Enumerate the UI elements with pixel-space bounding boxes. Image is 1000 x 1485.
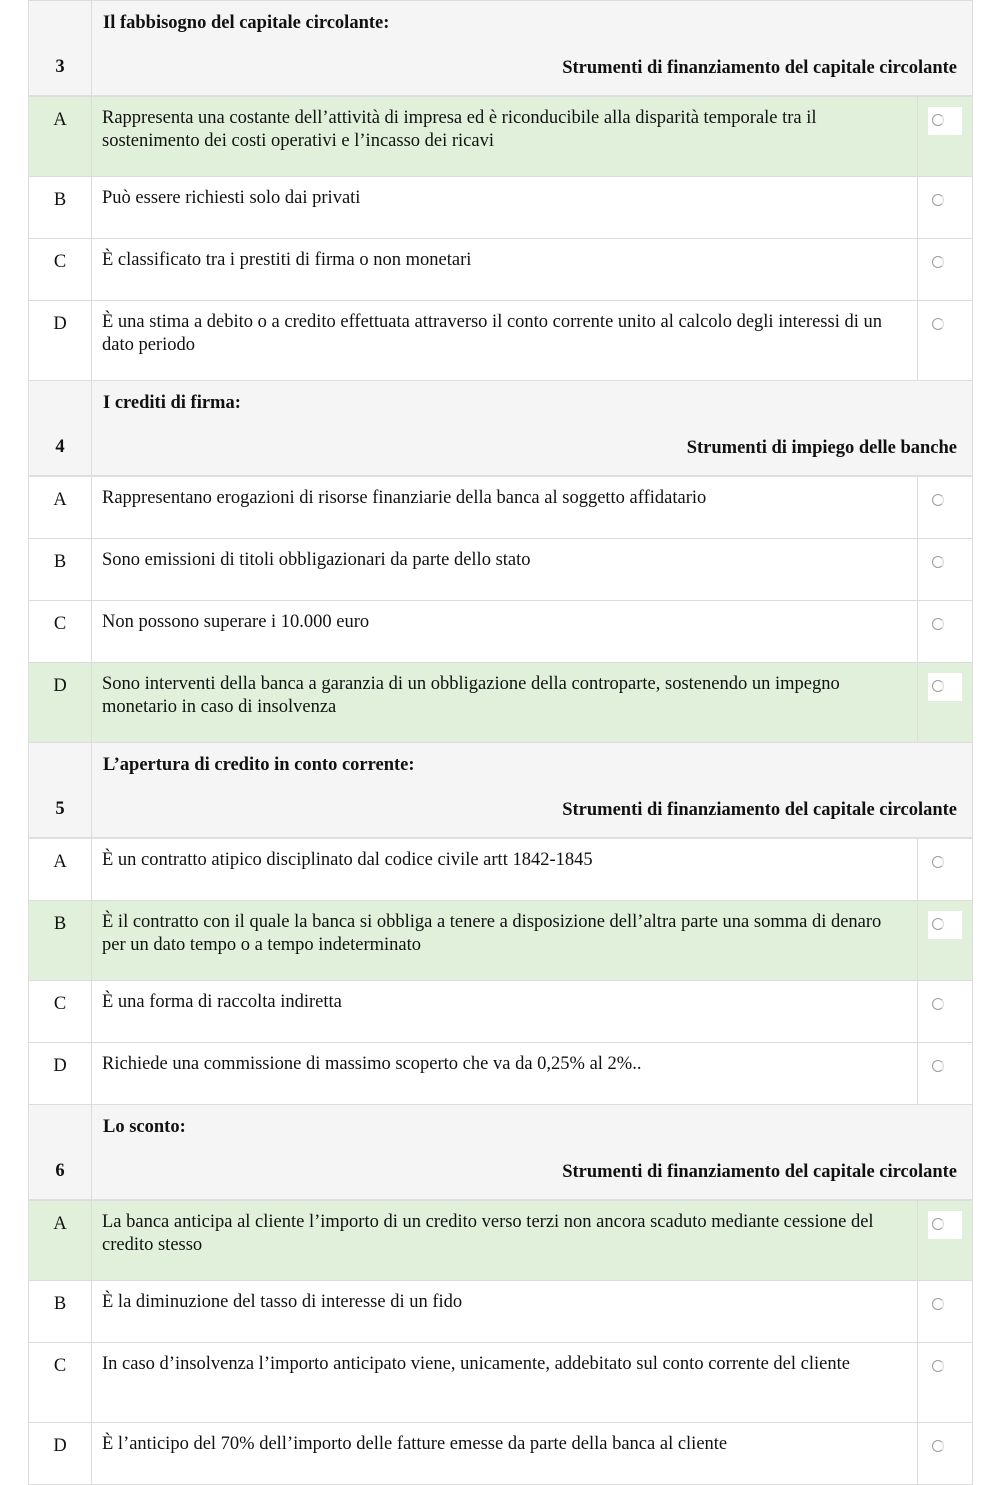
answer-row-a[interactable]	[29, 96, 973, 177]
radio-icon[interactable]	[932, 1218, 944, 1230]
option-text: È una forma di raccolta indiretta	[92, 981, 918, 1043]
option-radio[interactable]	[918, 981, 973, 1043]
radio-icon[interactable]	[932, 1360, 944, 1372]
option-radio[interactable]	[918, 601, 973, 663]
option-text: Richiede una commissione di massimo scoperto che va da 0,25% al 2%..	[92, 1043, 918, 1105]
option-text: È la diminuzione del tasso di interesse di un fido	[92, 1281, 918, 1343]
option-letter: D	[29, 1043, 92, 1105]
radio-icon[interactable]	[932, 618, 944, 630]
answer-row-b[interactable]	[29, 177, 973, 239]
question-block	[29, 743, 973, 1105]
question-topic: Strumenti di finanziamento del capitale circolante	[562, 800, 958, 820]
radio-icon[interactable]	[932, 556, 944, 568]
option-letter: C	[29, 981, 92, 1043]
option-text: Può essere richiesti solo dai privati	[92, 177, 918, 239]
question-header	[29, 1, 973, 97]
option-radio[interactable]	[918, 1200, 973, 1281]
question-cell	[92, 381, 973, 477]
question-cell	[92, 1105, 973, 1201]
option-letter: B	[29, 901, 92, 981]
option-letter: C	[29, 239, 92, 301]
answer-row-c[interactable]	[29, 981, 973, 1043]
option-radio[interactable]	[918, 1043, 973, 1105]
option-text: Sono emissioni di titoli obbligazionari da parte dello stato	[92, 539, 918, 601]
answer-row-d[interactable]	[29, 1043, 973, 1105]
radio-icon[interactable]	[932, 494, 944, 506]
option-letter: D	[29, 301, 92, 381]
radio-icon[interactable]	[932, 256, 944, 268]
option-text: Rappresenta una costante dell’attività di impresa ed è riconducibile alla disparità temporale tra il sostenimento dei costi operativi e l’incasso dei ricavi	[92, 96, 918, 177]
radio-icon[interactable]	[932, 998, 944, 1010]
question-cell	[92, 743, 973, 839]
radio-icon[interactable]	[932, 856, 944, 868]
option-radio[interactable]	[918, 539, 973, 601]
answer-row-c[interactable]	[29, 601, 973, 663]
question-block	[29, 1, 973, 381]
answer-row-a[interactable]	[29, 838, 973, 901]
answer-row-a[interactable]	[29, 1200, 973, 1281]
option-text: La banca anticipa al cliente l’importo di un credito verso terzi non ancora scaduto mediante cessione del credito stesso	[92, 1200, 918, 1281]
question-header	[29, 743, 973, 839]
answer-row-a[interactable]	[29, 476, 973, 539]
question-header	[29, 1105, 973, 1201]
option-letter: D	[29, 1423, 92, 1485]
option-letter: B	[29, 1281, 92, 1343]
radio-icon[interactable]	[932, 918, 944, 930]
option-text: È un contratto atipico disciplinato dal codice civile artt 1842-1845	[92, 838, 918, 901]
option-letter: B	[29, 539, 92, 601]
option-radio[interactable]	[918, 901, 973, 981]
option-radio[interactable]	[918, 177, 973, 239]
radio-icon[interactable]	[932, 1298, 944, 1310]
option-letter: B	[29, 177, 92, 239]
answer-row-d[interactable]	[29, 301, 973, 381]
radio-icon[interactable]	[932, 680, 944, 692]
answer-row-d[interactable]	[29, 1423, 973, 1485]
option-letter: A	[29, 476, 92, 539]
answer-row-b[interactable]	[29, 901, 973, 981]
question-text: Il fabbisogno del capitale circolante:	[103, 13, 390, 33]
question-text: Lo sconto:	[103, 1117, 186, 1137]
option-radio[interactable]	[918, 838, 973, 901]
question-topic: Strumenti di impiego delle banche	[686, 438, 958, 458]
question-cell	[92, 1, 973, 97]
question-header	[29, 381, 973, 477]
option-text: È classificato tra i prestiti di firma o non monetari	[92, 239, 918, 301]
option-radio[interactable]	[918, 96, 973, 177]
question-number: 4	[29, 381, 92, 477]
radio-icon[interactable]	[932, 1060, 944, 1072]
question-topic: Strumenti di finanziamento del capitale circolante	[562, 58, 958, 78]
option-text: In caso d’insolvenza l’importo anticipato viene, unicamente, addebitato sul conto corrente del cliente	[92, 1343, 918, 1423]
answer-row-b[interactable]	[29, 1281, 973, 1343]
option-letter: A	[29, 838, 92, 901]
answer-row-c[interactable]	[29, 1343, 973, 1423]
option-letter: A	[29, 1200, 92, 1281]
option-radio[interactable]	[918, 1343, 973, 1423]
quiz-sheet	[28, 0, 972, 1485]
option-radio[interactable]	[918, 1423, 973, 1485]
option-letter: D	[29, 663, 92, 743]
radio-icon[interactable]	[932, 1440, 944, 1452]
question-text: L’apertura di credito in conto corrente:	[103, 755, 415, 775]
quiz-table	[28, 0, 973, 1485]
question-block	[29, 1105, 973, 1485]
radio-icon[interactable]	[932, 114, 944, 126]
radio-icon[interactable]	[932, 194, 944, 206]
question-number: 5	[29, 743, 92, 839]
option-radio[interactable]	[918, 663, 973, 743]
option-text: Sono interventi della banca a garanzia di un obbligazione della controparte, sostenendo un impegno monetario in caso di insolvenza	[92, 663, 918, 743]
question-topic: Strumenti di finanziamento del capitale circolante	[562, 1162, 958, 1182]
option-text: È il contratto con il quale la banca si obbliga a tenere a disposizione dell’altra parte una somma di denaro per un dato tempo o a tempo indeterminato	[92, 901, 918, 981]
question-number: 6	[29, 1105, 92, 1201]
option-letter: C	[29, 601, 92, 663]
option-radio[interactable]	[918, 1281, 973, 1343]
option-radio[interactable]	[918, 239, 973, 301]
option-text: È l’anticipo del 70% dell’importo delle fatture emesse da parte della banca al cliente	[92, 1423, 918, 1485]
option-letter: C	[29, 1343, 92, 1423]
question-number: 3	[29, 1, 92, 97]
answer-row-b[interactable]	[29, 539, 973, 601]
option-text: Non possono superare i 10.000 euro	[92, 601, 918, 663]
question-block	[29, 381, 973, 743]
option-radio[interactable]	[918, 301, 973, 381]
option-text: Rappresentano erogazioni di risorse finanziarie della banca al soggetto affidatario	[92, 476, 918, 539]
answer-row-d[interactable]	[29, 663, 973, 743]
option-text: È una stima a debito o a credito effettuata attraverso il conto corrente unito al calcolo degli interessi di un dato periodo	[92, 301, 918, 381]
question-text: I crediti di firma:	[103, 393, 241, 413]
option-letter: A	[29, 96, 92, 177]
answer-row-c[interactable]	[29, 239, 973, 301]
option-radio[interactable]	[918, 476, 973, 539]
radio-icon[interactable]	[932, 318, 944, 330]
